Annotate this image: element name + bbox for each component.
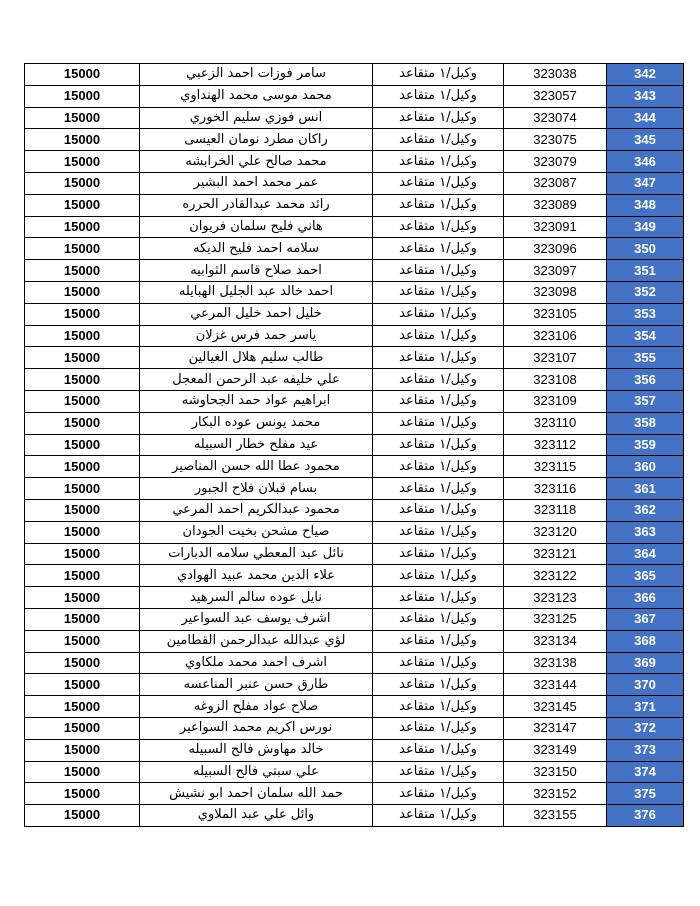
rank-cell: وكيل/١ متقاعد: [373, 260, 504, 282]
person-name-cell: عمر محمد احمد البشير: [140, 172, 373, 194]
person-name-cell: محمد يونس عوده البكار: [140, 412, 373, 434]
table-row: [25, 783, 684, 805]
amount-cell: 15000: [25, 565, 140, 587]
sequence-number-cell: 364: [607, 543, 684, 565]
amount-cell: 15000: [25, 674, 140, 696]
amount-cell: 15000: [25, 281, 140, 303]
rank-cell: وكيل/١ متقاعد: [373, 129, 504, 151]
rank-cell: وكيل/١ متقاعد: [373, 194, 504, 216]
table-row: [25, 456, 684, 478]
rank-cell: وكيل/١ متقاعد: [373, 456, 504, 478]
amount-cell: 15000: [25, 325, 140, 347]
military-number-cell: 323150: [504, 761, 607, 783]
person-name-cell: ابراهيم عواد حمد الجحاوشه: [140, 390, 373, 412]
rank-cell: وكيل/١ متقاعد: [373, 412, 504, 434]
person-name-cell: محمود عطا الله حسن المناصير: [140, 456, 373, 478]
military-number-cell: 323147: [504, 717, 607, 739]
rank-cell: وكيل/١ متقاعد: [373, 325, 504, 347]
table-row: [25, 674, 684, 696]
rank-cell: وكيل/١ متقاعد: [373, 499, 504, 521]
rank-cell: وكيل/١ متقاعد: [373, 608, 504, 630]
table-row: [25, 652, 684, 674]
military-number-cell: 323098: [504, 281, 607, 303]
person-name-cell: لؤي عبدالله عبدالرحمن القطامين: [140, 630, 373, 652]
amount-cell: 15000: [25, 64, 140, 86]
rank-cell: وكيل/١ متقاعد: [373, 281, 504, 303]
amount-cell: 15000: [25, 260, 140, 282]
military-number-cell: 323097: [504, 260, 607, 282]
military-number-cell: 323145: [504, 696, 607, 718]
amount-cell: 15000: [25, 652, 140, 674]
sequence-number-cell: 361: [607, 478, 684, 500]
rank-cell: وكيل/١ متقاعد: [373, 739, 504, 761]
military-number-cell: 323155: [504, 805, 607, 827]
military-number-cell: 323122: [504, 565, 607, 587]
rank-cell: وكيل/١ متقاعد: [373, 390, 504, 412]
table-row: [25, 587, 684, 609]
amount-cell: 15000: [25, 783, 140, 805]
person-name-cell: محمود عبدالكريم احمد المرعي: [140, 499, 373, 521]
sequence-number-cell: 343: [607, 85, 684, 107]
amount-cell: 15000: [25, 434, 140, 456]
sequence-number-cell: 373: [607, 739, 684, 761]
rank-cell: وكيل/١ متقاعد: [373, 521, 504, 543]
table-row: [25, 478, 684, 500]
rank-cell: وكيل/١ متقاعد: [373, 303, 504, 325]
table-row: [25, 238, 684, 260]
military-number-cell: 323134: [504, 630, 607, 652]
person-name-cell: عيد مفلح خطار السبيله: [140, 434, 373, 456]
rank-cell: وكيل/١ متقاعد: [373, 434, 504, 456]
person-name-cell: طارق حسن عنبر المناعسه: [140, 674, 373, 696]
table-row: [25, 129, 684, 151]
rank-cell: وكيل/١ متقاعد: [373, 369, 504, 391]
sequence-number-cell: 351: [607, 260, 684, 282]
sequence-number-cell: 368: [607, 630, 684, 652]
military-number-cell: 323106: [504, 325, 607, 347]
amount-cell: 15000: [25, 499, 140, 521]
rank-cell: وكيل/١ متقاعد: [373, 783, 504, 805]
table-row: [25, 85, 684, 107]
amount-cell: 15000: [25, 696, 140, 718]
table-row: [25, 281, 684, 303]
sequence-number-cell: 353: [607, 303, 684, 325]
table-row: [25, 390, 684, 412]
military-number-cell: 323105: [504, 303, 607, 325]
military-number-cell: 323107: [504, 347, 607, 369]
sequence-number-cell: 367: [607, 608, 684, 630]
rank-cell: وكيل/١ متقاعد: [373, 696, 504, 718]
table-row: [25, 521, 684, 543]
military-number-cell: 323074: [504, 107, 607, 129]
table-row: [25, 216, 684, 238]
table-row: [25, 325, 684, 347]
table-row: [25, 151, 684, 173]
person-name-cell: حمد الله سلمان احمد ابو نشيش: [140, 783, 373, 805]
amount-cell: 15000: [25, 347, 140, 369]
table-row: [25, 434, 684, 456]
sequence-number-cell: 344: [607, 107, 684, 129]
table-row: [25, 761, 684, 783]
sequence-number-cell: 374: [607, 761, 684, 783]
table-row: [25, 696, 684, 718]
rank-cell: وكيل/١ متقاعد: [373, 674, 504, 696]
sequence-number-cell: 359: [607, 434, 684, 456]
person-name-cell: راكان مطرد نومان العيسى: [140, 129, 373, 151]
military-number-cell: 323138: [504, 652, 607, 674]
military-number-cell: 323152: [504, 783, 607, 805]
table-row: [25, 107, 684, 129]
amount-cell: 15000: [25, 390, 140, 412]
amount-cell: 15000: [25, 194, 140, 216]
table-row: [25, 630, 684, 652]
amount-cell: 15000: [25, 216, 140, 238]
person-name-cell: علي خليفه عبد الرحمن المعجل: [140, 369, 373, 391]
amount-cell: 15000: [25, 85, 140, 107]
sequence-number-cell: 360: [607, 456, 684, 478]
rank-cell: وكيل/١ متقاعد: [373, 172, 504, 194]
military-number-cell: 323110: [504, 412, 607, 434]
table-row: [25, 608, 684, 630]
roster-table: [24, 63, 684, 827]
person-name-cell: سلامه احمد فليح الديكه: [140, 238, 373, 260]
sequence-number-cell: 363: [607, 521, 684, 543]
military-number-cell: 323108: [504, 369, 607, 391]
table-row: [25, 172, 684, 194]
military-number-cell: 323079: [504, 151, 607, 173]
military-number-cell: 323109: [504, 390, 607, 412]
military-number-cell: 323149: [504, 739, 607, 761]
sequence-number-cell: 355: [607, 347, 684, 369]
amount-cell: 15000: [25, 303, 140, 325]
military-number-cell: 323116: [504, 478, 607, 500]
rank-cell: وكيل/١ متقاعد: [373, 216, 504, 238]
sequence-number-cell: 345: [607, 129, 684, 151]
sequence-number-cell: 356: [607, 369, 684, 391]
table-row: [25, 347, 684, 369]
rank-cell: وكيل/١ متقاعد: [373, 64, 504, 86]
table-row: [25, 717, 684, 739]
amount-cell: 15000: [25, 107, 140, 129]
sequence-number-cell: 372: [607, 717, 684, 739]
person-name-cell: صلاح عواد مفلح الزوغه: [140, 696, 373, 718]
military-number-cell: 323115: [504, 456, 607, 478]
amount-cell: 15000: [25, 369, 140, 391]
military-number-cell: 323057: [504, 85, 607, 107]
amount-cell: 15000: [25, 739, 140, 761]
person-name-cell: خالد مهاوش فالح السبيله: [140, 739, 373, 761]
rank-cell: وكيل/١ متقاعد: [373, 238, 504, 260]
rank-cell: وكيل/١ متقاعد: [373, 630, 504, 652]
military-number-cell: 323144: [504, 674, 607, 696]
person-name-cell: هاني فليح سلمان فريوان: [140, 216, 373, 238]
military-number-cell: 323123: [504, 587, 607, 609]
sequence-number-cell: 352: [607, 281, 684, 303]
sequence-number-cell: 348: [607, 194, 684, 216]
sequence-number-cell: 371: [607, 696, 684, 718]
table-row: [25, 260, 684, 282]
amount-cell: 15000: [25, 456, 140, 478]
table-row: [25, 565, 684, 587]
military-number-cell: 323091: [504, 216, 607, 238]
rank-cell: وكيل/١ متقاعد: [373, 805, 504, 827]
rank-cell: وكيل/١ متقاعد: [373, 151, 504, 173]
amount-cell: 15000: [25, 412, 140, 434]
table-row: [25, 194, 684, 216]
rank-cell: وكيل/١ متقاعد: [373, 85, 504, 107]
amount-cell: 15000: [25, 630, 140, 652]
military-number-cell: 323120: [504, 521, 607, 543]
amount-cell: 15000: [25, 805, 140, 827]
sequence-number-cell: 365: [607, 565, 684, 587]
person-name-cell: محمد صالح علي الخرابشه: [140, 151, 373, 173]
person-name-cell: علي سبتي فالح السبيله: [140, 761, 373, 783]
person-name-cell: صياح مشحن بخيت الجودان: [140, 521, 373, 543]
sequence-number-cell: 375: [607, 783, 684, 805]
person-name-cell: وائل علي عبد الملاوي: [140, 805, 373, 827]
person-name-cell: اشرف يوسف عبد السواعير: [140, 608, 373, 630]
amount-cell: 15000: [25, 129, 140, 151]
rank-cell: وكيل/١ متقاعد: [373, 652, 504, 674]
military-number-cell: 323038: [504, 64, 607, 86]
sequence-number-cell: 369: [607, 652, 684, 674]
amount-cell: 15000: [25, 761, 140, 783]
rank-cell: وكيل/١ متقاعد: [373, 347, 504, 369]
person-name-cell: احمد صلاح قاسم الثوابيه: [140, 260, 373, 282]
person-name-cell: اشرف احمد محمد ملكاوي: [140, 652, 373, 674]
person-name-cell: ياسر حمد فرس غزلان: [140, 325, 373, 347]
military-number-cell: 323125: [504, 608, 607, 630]
sequence-number-cell: 349: [607, 216, 684, 238]
amount-cell: 15000: [25, 587, 140, 609]
amount-cell: 15000: [25, 717, 140, 739]
amount-cell: 15000: [25, 172, 140, 194]
amount-cell: 15000: [25, 608, 140, 630]
military-number-cell: 323075: [504, 129, 607, 151]
person-name-cell: انس فوزي سليم الخوري: [140, 107, 373, 129]
person-name-cell: احمد خالد عبد الجليل الهبايله: [140, 281, 373, 303]
person-name-cell: نايل عوده سالم السرهيد: [140, 587, 373, 609]
table-row: [25, 412, 684, 434]
person-name-cell: بسام قبلان فلاح الجبور: [140, 478, 373, 500]
person-name-cell: نائل عبد المعطي سلامه الدبارات: [140, 543, 373, 565]
sequence-number-cell: 370: [607, 674, 684, 696]
amount-cell: 15000: [25, 521, 140, 543]
sequence-number-cell: 346: [607, 151, 684, 173]
sequence-number-cell: 350: [607, 238, 684, 260]
table-row: [25, 739, 684, 761]
rank-cell: وكيل/١ متقاعد: [373, 543, 504, 565]
sequence-number-cell: 357: [607, 390, 684, 412]
military-number-cell: 323112: [504, 434, 607, 456]
sequence-number-cell: 376: [607, 805, 684, 827]
person-name-cell: رائد محمد عبدالقادر الحرره: [140, 194, 373, 216]
rank-cell: وكيل/١ متقاعد: [373, 587, 504, 609]
rank-cell: وكيل/١ متقاعد: [373, 478, 504, 500]
rank-cell: وكيل/١ متقاعد: [373, 761, 504, 783]
table-row: [25, 499, 684, 521]
table-row: [25, 303, 684, 325]
military-number-cell: 323118: [504, 499, 607, 521]
rank-cell: وكيل/١ متقاعد: [373, 565, 504, 587]
person-name-cell: خليل احمد خليل المرعي: [140, 303, 373, 325]
sequence-number-cell: 347: [607, 172, 684, 194]
amount-cell: 15000: [25, 151, 140, 173]
rank-cell: وكيل/١ متقاعد: [373, 717, 504, 739]
table-row: [25, 543, 684, 565]
table-row: [25, 369, 684, 391]
military-number-cell: 323087: [504, 172, 607, 194]
person-name-cell: نورس اكريم محمد السواعير: [140, 717, 373, 739]
military-number-cell: 323121: [504, 543, 607, 565]
person-name-cell: علاء الدين محمد عبيد الهوادي: [140, 565, 373, 587]
table-row: [25, 64, 684, 86]
sequence-number-cell: 354: [607, 325, 684, 347]
amount-cell: 15000: [25, 478, 140, 500]
rank-cell: وكيل/١ متقاعد: [373, 107, 504, 129]
table-row: [25, 805, 684, 827]
roster-table-body: [25, 64, 684, 827]
sequence-number-cell: 362: [607, 499, 684, 521]
amount-cell: 15000: [25, 238, 140, 260]
sequence-number-cell: 358: [607, 412, 684, 434]
military-number-cell: 323089: [504, 194, 607, 216]
person-name-cell: طالب سليم هلال الغيالين: [140, 347, 373, 369]
sequence-number-cell: 342: [607, 64, 684, 86]
military-number-cell: 323096: [504, 238, 607, 260]
person-name-cell: محمد موسى محمد الهنداوي: [140, 85, 373, 107]
amount-cell: 15000: [25, 543, 140, 565]
sequence-number-cell: 366: [607, 587, 684, 609]
person-name-cell: سامر فوزات احمد الزعبي: [140, 64, 373, 86]
